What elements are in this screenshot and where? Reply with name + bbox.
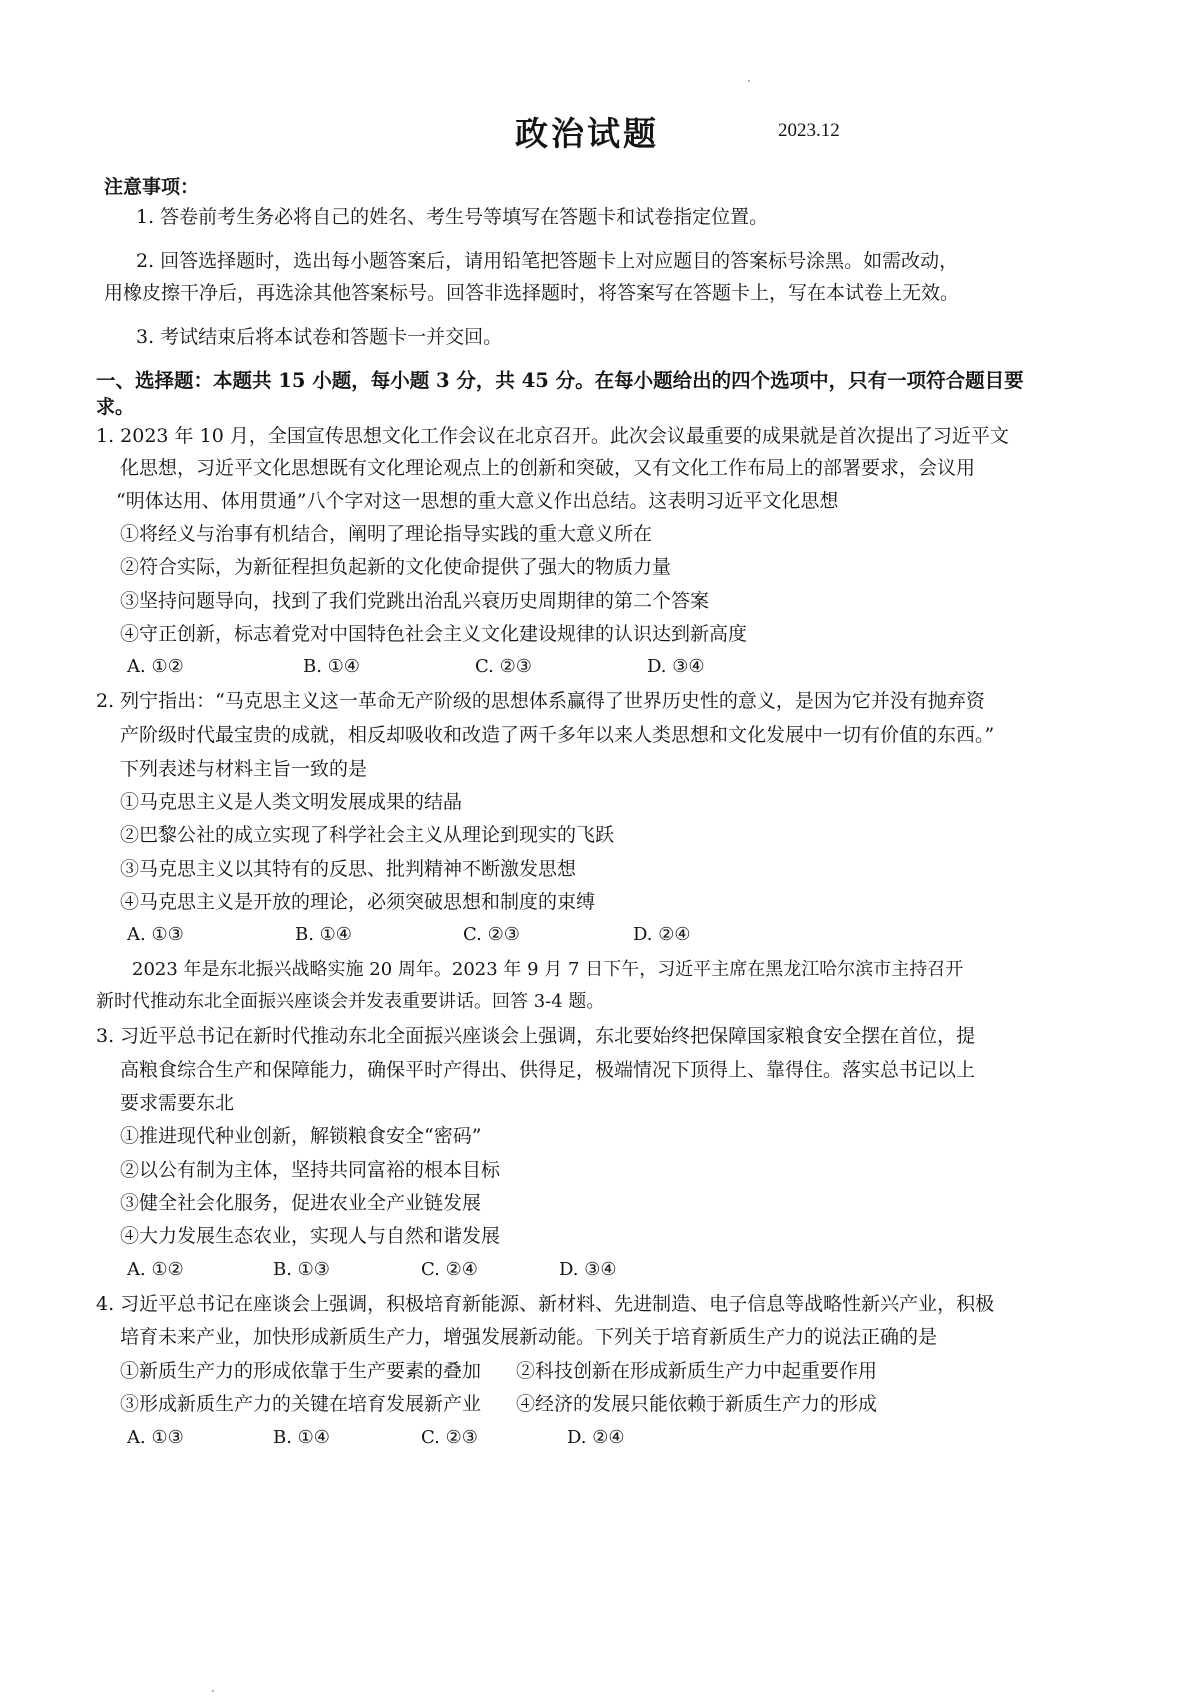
question-item: ④马克思主义是开放的理论，必须突破思想和制度的束缚	[120, 891, 596, 913]
question-stem: 化思想，习近平文化思想既有文化理论观点上的创新和突破，又有文化工作布局上的部署要求，会议用	[120, 457, 976, 479]
question-item: ②以公有制为主体，坚持共同富裕的根本目标	[120, 1159, 501, 1181]
scan-dot	[212, 1690, 214, 1692]
question-item: ③坚持问题导向，找到了我们党跳出治乱兴衰历史周期律的第二个答案	[120, 590, 710, 612]
note-item-continued: 用橡皮擦干净后，再选涂其他答案标号。回答非选择题时，将答案写在答题卡上，写在本试卷上无效。	[104, 282, 960, 304]
question-item: ③马克思主义以其特有的反思、批判精神不断激发思想	[120, 858, 577, 880]
question-stem: 产阶级时代最宝贵的成就，相反却吸收和改造了两千多年以来人类思想和文化发展中一切有价值的东西。”	[120, 724, 995, 746]
option-a: A. ①②	[127, 1259, 184, 1280]
option-a: A. ①②	[127, 656, 184, 677]
option-a: A. ①③	[127, 924, 184, 945]
material-text: 新时代推动东北全面振兴座谈会并发表重要讲话。回答 3-4 题。	[96, 991, 605, 1012]
question-stem: 高粮食综合生产和保障能力，确保平时产得出、供得足，极端情况下顶得上、靠得住。落实总书记以上	[120, 1059, 976, 1081]
question-stem: 培育未来产业，加快形成新质生产力，增强发展新动能。下列关于培育新质生产力的说法正确的是	[120, 1326, 938, 1348]
scan-dot	[748, 80, 750, 82]
answer-options	[127, 1255, 827, 1285]
question-item: ②符合实际，为新征程担负起新的文化使命提供了强大的物质力量	[120, 556, 672, 578]
option-b: B. ①③	[273, 1259, 330, 1280]
question-stem: 4. 习近平总书记在座谈会上强调，积极培育新能源、新材料、先进制造、电子信息等战略性新兴产业，积极	[96, 1293, 995, 1315]
question-stem: “明体达用、体用贯通”八个字对这一思想的重大意义作出总结。这表明习近平文化思想	[116, 490, 839, 512]
option-d: D. ②④	[567, 1427, 625, 1448]
question-stem: 3. 习近平总书记在新时代推动东北全面振兴座谈会上强调，东北要始终把保障国家粮食安全摆在首位，提	[96, 1025, 976, 1047]
option-d: D. ③④	[559, 1259, 617, 1280]
question-item: ④经济的发展只能依赖于新质生产力的形成	[516, 1393, 878, 1415]
question-item: ①新质生产力的形成依靠于生产要素的叠加	[120, 1360, 482, 1382]
question-item: ①马克思主义是人类文明发展成果的结晶	[120, 791, 463, 813]
note-item: 2. 回答选择题时，选出每小题答案后，请用铅笔把答题卡上对应题目的答案标号涂黑。如需改动，	[136, 250, 959, 272]
section-heading-continued: 求。	[96, 396, 135, 418]
answer-options	[127, 652, 827, 682]
option-c: C. ②③	[475, 656, 532, 677]
title-row	[0, 108, 1200, 156]
question-item: ④大力发展生态农业，实现人与自然和谐发展	[120, 1225, 501, 1247]
exam-date: 2023.12	[778, 120, 840, 141]
question-item: ②巴黎公社的成立实现了科学社会主义从理论到现实的飞跃	[120, 824, 615, 846]
note-item: 3. 考试结束后将本试卷和答题卡一并交回。	[136, 326, 503, 348]
option-d: D. ③④	[647, 656, 705, 677]
answer-options	[127, 920, 827, 950]
material-text: 2023 年是东北振兴战略实施 20 周年。2023 年 9 月 7 日下午，习近平主席在黑龙江哈尔滨市主持召开	[132, 959, 964, 980]
option-c: C. ②④	[421, 1259, 478, 1280]
option-c: C. ②③	[463, 924, 520, 945]
option-b: B. ①④	[295, 924, 352, 945]
answer-options	[127, 1423, 827, 1453]
notes-heading: 注意事项：	[104, 176, 200, 198]
question-item: ①将经义与治事有机结合，阐明了理论指导实践的重大意义所在	[120, 523, 653, 545]
question-item: ①推进现代种业创新，解锁粮食安全“密码”	[120, 1125, 482, 1147]
question-stem: 1. 2023 年 10 月，全国宣传思想文化工作会议在北京召开。此次会议最重要的成果就是首次提出了习近平文	[96, 425, 1009, 447]
question-item: ②科技创新在形成新质生产力中起重要作用	[516, 1360, 878, 1382]
question-item: ③形成新质生产力的关键在培育发展新产业	[120, 1393, 482, 1415]
question-stem: 下列表述与材料主旨一致的是	[120, 758, 368, 780]
question-item: ③健全社会化服务，促进农业全产业链发展	[120, 1192, 482, 1214]
option-b: B. ①④	[273, 1427, 330, 1448]
question-stem: 2. 列宁指出：“马克思主义这一革命无产阶级的思想体系赢得了世界历史性的意义，是因为它并没有抛弃资	[96, 690, 985, 712]
note-item: 1. 答卷前考生务必将自己的姓名、考生号等填写在答题卡和试卷指定位置。	[136, 206, 769, 228]
question-item: ④守正创新，标志着党对中国特色社会主义文化建设规律的认识达到新高度	[120, 623, 748, 645]
option-d: D. ②④	[633, 924, 691, 945]
option-a: A. ①③	[127, 1427, 184, 1448]
option-c: C. ②③	[421, 1427, 478, 1448]
page-title: 政治试题	[515, 114, 659, 153]
option-b: B. ①④	[303, 656, 360, 677]
section-heading: 一、选择题：本题共 15 小题，每小题 3 分，共 45 分。在每小题给出的四个选项中，只有一项符合题目要	[96, 369, 1024, 392]
question-stem: 要求需要东北	[120, 1092, 235, 1114]
